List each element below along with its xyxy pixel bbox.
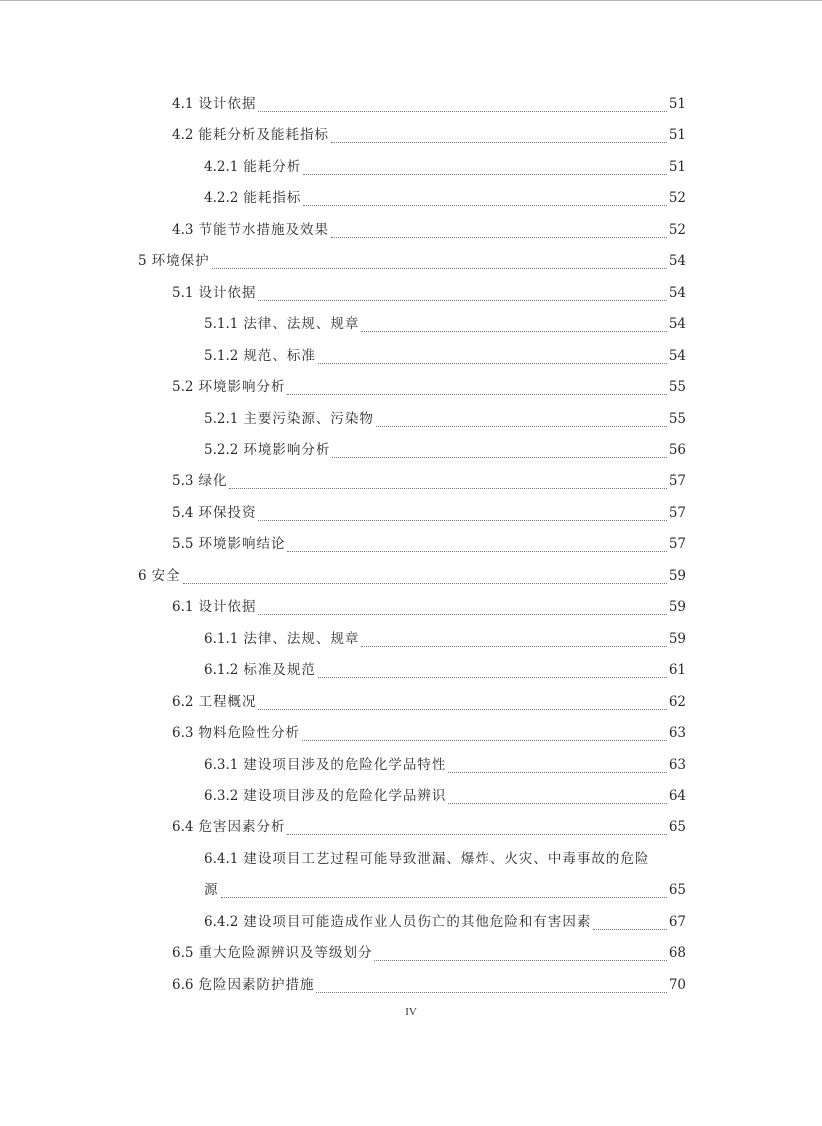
toc-entry-number: 5.1 xyxy=(172,285,194,301)
toc-entry-5-1[interactable] xyxy=(172,281,686,305)
dot-leader xyxy=(331,237,667,238)
toc-entry-6-3-1[interactable] xyxy=(204,753,686,777)
toc-entry-page: 54 xyxy=(668,253,686,269)
toc-entry-6-4[interactable] xyxy=(172,815,686,839)
dot-leader xyxy=(332,457,666,458)
toc-entry-number: 5.4 xyxy=(172,505,194,521)
toc-entry-title: 物料危险性分析 xyxy=(198,725,300,741)
toc-entry-number: 5.1.1 xyxy=(204,316,239,332)
toc-entry-number: 6 xyxy=(138,568,147,584)
toc-entry-number: 4.2 xyxy=(172,127,194,143)
toc-entry-number: 6.3.2 xyxy=(204,788,239,804)
toc-entry-title: 环境保护 xyxy=(151,253,210,269)
toc-entry-title: 建设项目可能造成作业人员伤亡的其他危险和有害因素 xyxy=(243,914,592,930)
dot-leader xyxy=(361,646,666,647)
dot-leader xyxy=(287,834,666,835)
toc-entry-page: 63 xyxy=(668,757,686,773)
toc-entry-number: 5.1.2 xyxy=(204,348,239,364)
toc-entry-5-1-2[interactable] xyxy=(204,344,686,368)
toc-entry-title: 危害因素分析 xyxy=(198,819,286,835)
dot-leader xyxy=(287,394,666,395)
toc-entry-page: 57 xyxy=(668,473,686,489)
toc-entry-number: 5 xyxy=(138,253,147,269)
dot-leader xyxy=(316,992,666,993)
toc-entry-title: 能耗指标 xyxy=(243,190,302,206)
toc-entry-number: 6.1 xyxy=(172,599,194,615)
toc-entry-4-1[interactable] xyxy=(172,92,686,116)
toc-entry-title: 建设项目涉及的危险化学品特性 xyxy=(243,757,447,773)
toc-entry-title: 环境影响结论 xyxy=(198,536,286,552)
toc-entry-page: 57 xyxy=(668,536,686,552)
toc-entry-5[interactable] xyxy=(138,249,686,273)
toc-entry-6[interactable] xyxy=(138,564,686,588)
toc-entry-number: 4.2.1 xyxy=(204,159,239,175)
toc-entry-6-4-1[interactable] xyxy=(204,847,686,871)
dot-leader xyxy=(258,520,666,521)
toc-entry-title: 环境影响分析 xyxy=(243,442,331,458)
toc-entry-page: 51 xyxy=(668,127,686,143)
dot-leader xyxy=(258,709,666,710)
toc-entry-title: 建设项目涉及的危险化学品辨识 xyxy=(243,788,447,804)
toc-entry-page: 61 xyxy=(668,662,686,678)
toc-entry-number: 6.2 xyxy=(172,694,194,710)
toc-entry-4-2-1[interactable] xyxy=(204,155,686,179)
dot-leader xyxy=(374,960,666,961)
toc-entry-number: 4.3 xyxy=(172,222,194,238)
toc-entry-page: 59 xyxy=(668,631,686,647)
top-border-line xyxy=(0,0,822,1)
toc-entry-page: 56 xyxy=(668,442,686,458)
toc-entry-5-4[interactable] xyxy=(172,501,686,525)
toc-entry-title: 危险因素防护措施 xyxy=(198,977,315,993)
toc-entry-6-6[interactable] xyxy=(172,973,686,997)
toc-entry-title: 法律、法规、规章 xyxy=(243,631,360,647)
toc-entry-number: 4.2.2 xyxy=(204,190,239,206)
dot-leader xyxy=(258,614,666,615)
toc-entry-title: 规范、标准 xyxy=(243,348,316,364)
toc-entry-page: 62 xyxy=(668,694,686,710)
toc-entry-number: 5.2 xyxy=(172,379,194,395)
toc-entry-title: 工程概况 xyxy=(198,694,257,710)
toc-entry-page: 54 xyxy=(668,348,686,364)
toc-entry-page: 54 xyxy=(668,285,686,301)
toc-entry-title: 绿化 xyxy=(198,473,228,489)
toc-entry-page: 55 xyxy=(668,411,686,427)
toc-entry-number: 6.6 xyxy=(172,977,194,993)
toc-entry-5-3[interactable] xyxy=(172,469,686,493)
toc-entry-title: 重大危险源辨识及等级划分 xyxy=(198,945,373,961)
toc-entry-number: 5.2.2 xyxy=(204,442,239,458)
dot-leader xyxy=(361,331,666,332)
dot-leader xyxy=(303,205,666,206)
toc-entry-6-1-2[interactable] xyxy=(204,658,686,682)
toc-entry-title: 建设项目工艺过程可能导致泄漏、爆炸、火灾、中毒事故的危险 xyxy=(243,851,650,867)
toc-entry-title: 环境影响分析 xyxy=(198,379,286,395)
dot-leader xyxy=(303,174,666,175)
dot-leader xyxy=(448,803,666,804)
toc-entry-6-1[interactable] xyxy=(172,595,686,619)
dot-leader xyxy=(331,142,667,143)
toc-entry-number: 6.4.1 xyxy=(204,851,239,867)
toc-entry-4-2-2[interactable] xyxy=(204,186,686,210)
dot-leader xyxy=(183,583,667,584)
toc-entry-title: 能耗分析及能耗指标 xyxy=(198,127,329,143)
toc-entry-page: 59 xyxy=(668,599,686,615)
dot-leader xyxy=(376,426,667,427)
toc-entry-4-2[interactable] xyxy=(172,123,686,147)
toc-entry-title: 安全 xyxy=(151,568,181,584)
dot-leader xyxy=(212,268,667,269)
toc-entry-number: 6.3 xyxy=(172,725,194,741)
toc-entry-page: 67 xyxy=(668,914,686,930)
toc-entry-5-5[interactable] xyxy=(172,532,686,556)
dot-leader xyxy=(448,772,666,773)
toc-entry-page: 65 xyxy=(668,819,686,835)
dot-leader xyxy=(593,929,666,930)
toc-entry-title: 环保投资 xyxy=(198,505,257,521)
toc-entry-page: 64 xyxy=(668,788,686,804)
toc-entry-number: 6.4 xyxy=(172,819,194,835)
toc-entry-number: 5.5 xyxy=(172,536,194,552)
dot-leader xyxy=(258,300,666,301)
toc-entry-title: 法律、法规、规章 xyxy=(243,316,360,332)
toc-entry-title: 能耗分析 xyxy=(243,159,302,175)
toc-entry-5-2-1[interactable] xyxy=(204,407,686,431)
dot-leader xyxy=(221,897,667,898)
toc-entry-page: 59 xyxy=(668,568,686,584)
dot-leader xyxy=(287,551,666,552)
toc-entry-title: 节能节水措施及效果 xyxy=(198,222,329,238)
toc-entry-page: 68 xyxy=(668,945,686,961)
toc-entry-number: 6.1.2 xyxy=(204,662,239,678)
toc-entry-6-3[interactable] xyxy=(172,721,686,745)
toc-entry-page: 70 xyxy=(668,977,686,993)
toc-entry-5-1-1[interactable] xyxy=(204,312,686,336)
dot-leader xyxy=(302,740,667,741)
toc-entry-5-2-2[interactable] xyxy=(204,438,686,462)
toc-entry-number: 5.2.1 xyxy=(204,411,239,427)
dot-leader xyxy=(258,111,666,112)
toc-entry-6-3-2[interactable] xyxy=(204,784,686,808)
toc-entry-page: 57 xyxy=(668,505,686,521)
toc-entry-6-5[interactable] xyxy=(172,941,686,965)
toc-entry-page: 51 xyxy=(668,96,686,112)
toc-entry-page: 55 xyxy=(668,379,686,395)
toc-entry-number: 6.4.2 xyxy=(204,914,239,930)
toc-entry-page: 65 xyxy=(668,882,686,898)
toc-entry-number: 5.3 xyxy=(172,473,194,489)
toc-entry-6-4-2[interactable] xyxy=(204,910,686,934)
toc-entry-number: 6.1.1 xyxy=(204,631,239,647)
toc-entry-number: 4.1 xyxy=(172,96,194,112)
dot-leader xyxy=(229,488,666,489)
toc-entry-title: 设计依据 xyxy=(198,599,257,615)
toc-entry-page: 51 xyxy=(668,159,686,175)
toc-entry-6-1-1[interactable] xyxy=(204,627,686,651)
toc-entry-page: 52 xyxy=(668,222,686,238)
toc-entry-6-2[interactable] xyxy=(172,690,686,714)
toc-entry-title-continuation: 源 xyxy=(204,882,219,898)
toc-entry-6-4-1-continuation[interactable] xyxy=(204,878,686,902)
dot-leader xyxy=(318,363,667,364)
toc-entry-title: 设计依据 xyxy=(198,96,257,112)
toc-entry-title: 主要污染源、污染物 xyxy=(243,411,374,427)
footer-page-number: IV xyxy=(405,1006,417,1018)
toc-entry-number: 6.3.1 xyxy=(204,757,239,773)
toc-entry-5-2[interactable] xyxy=(172,375,686,399)
toc-entry-page: 52 xyxy=(668,190,686,206)
toc-entry-title: 设计依据 xyxy=(198,285,257,301)
toc-entry-page: 54 xyxy=(668,316,686,332)
toc-entry-title: 标准及规范 xyxy=(243,662,316,678)
dot-leader xyxy=(318,677,667,678)
toc-entry-4-3[interactable] xyxy=(172,218,686,242)
toc-entry-page: 63 xyxy=(668,725,686,741)
toc-entry-number: 6.5 xyxy=(172,945,194,961)
